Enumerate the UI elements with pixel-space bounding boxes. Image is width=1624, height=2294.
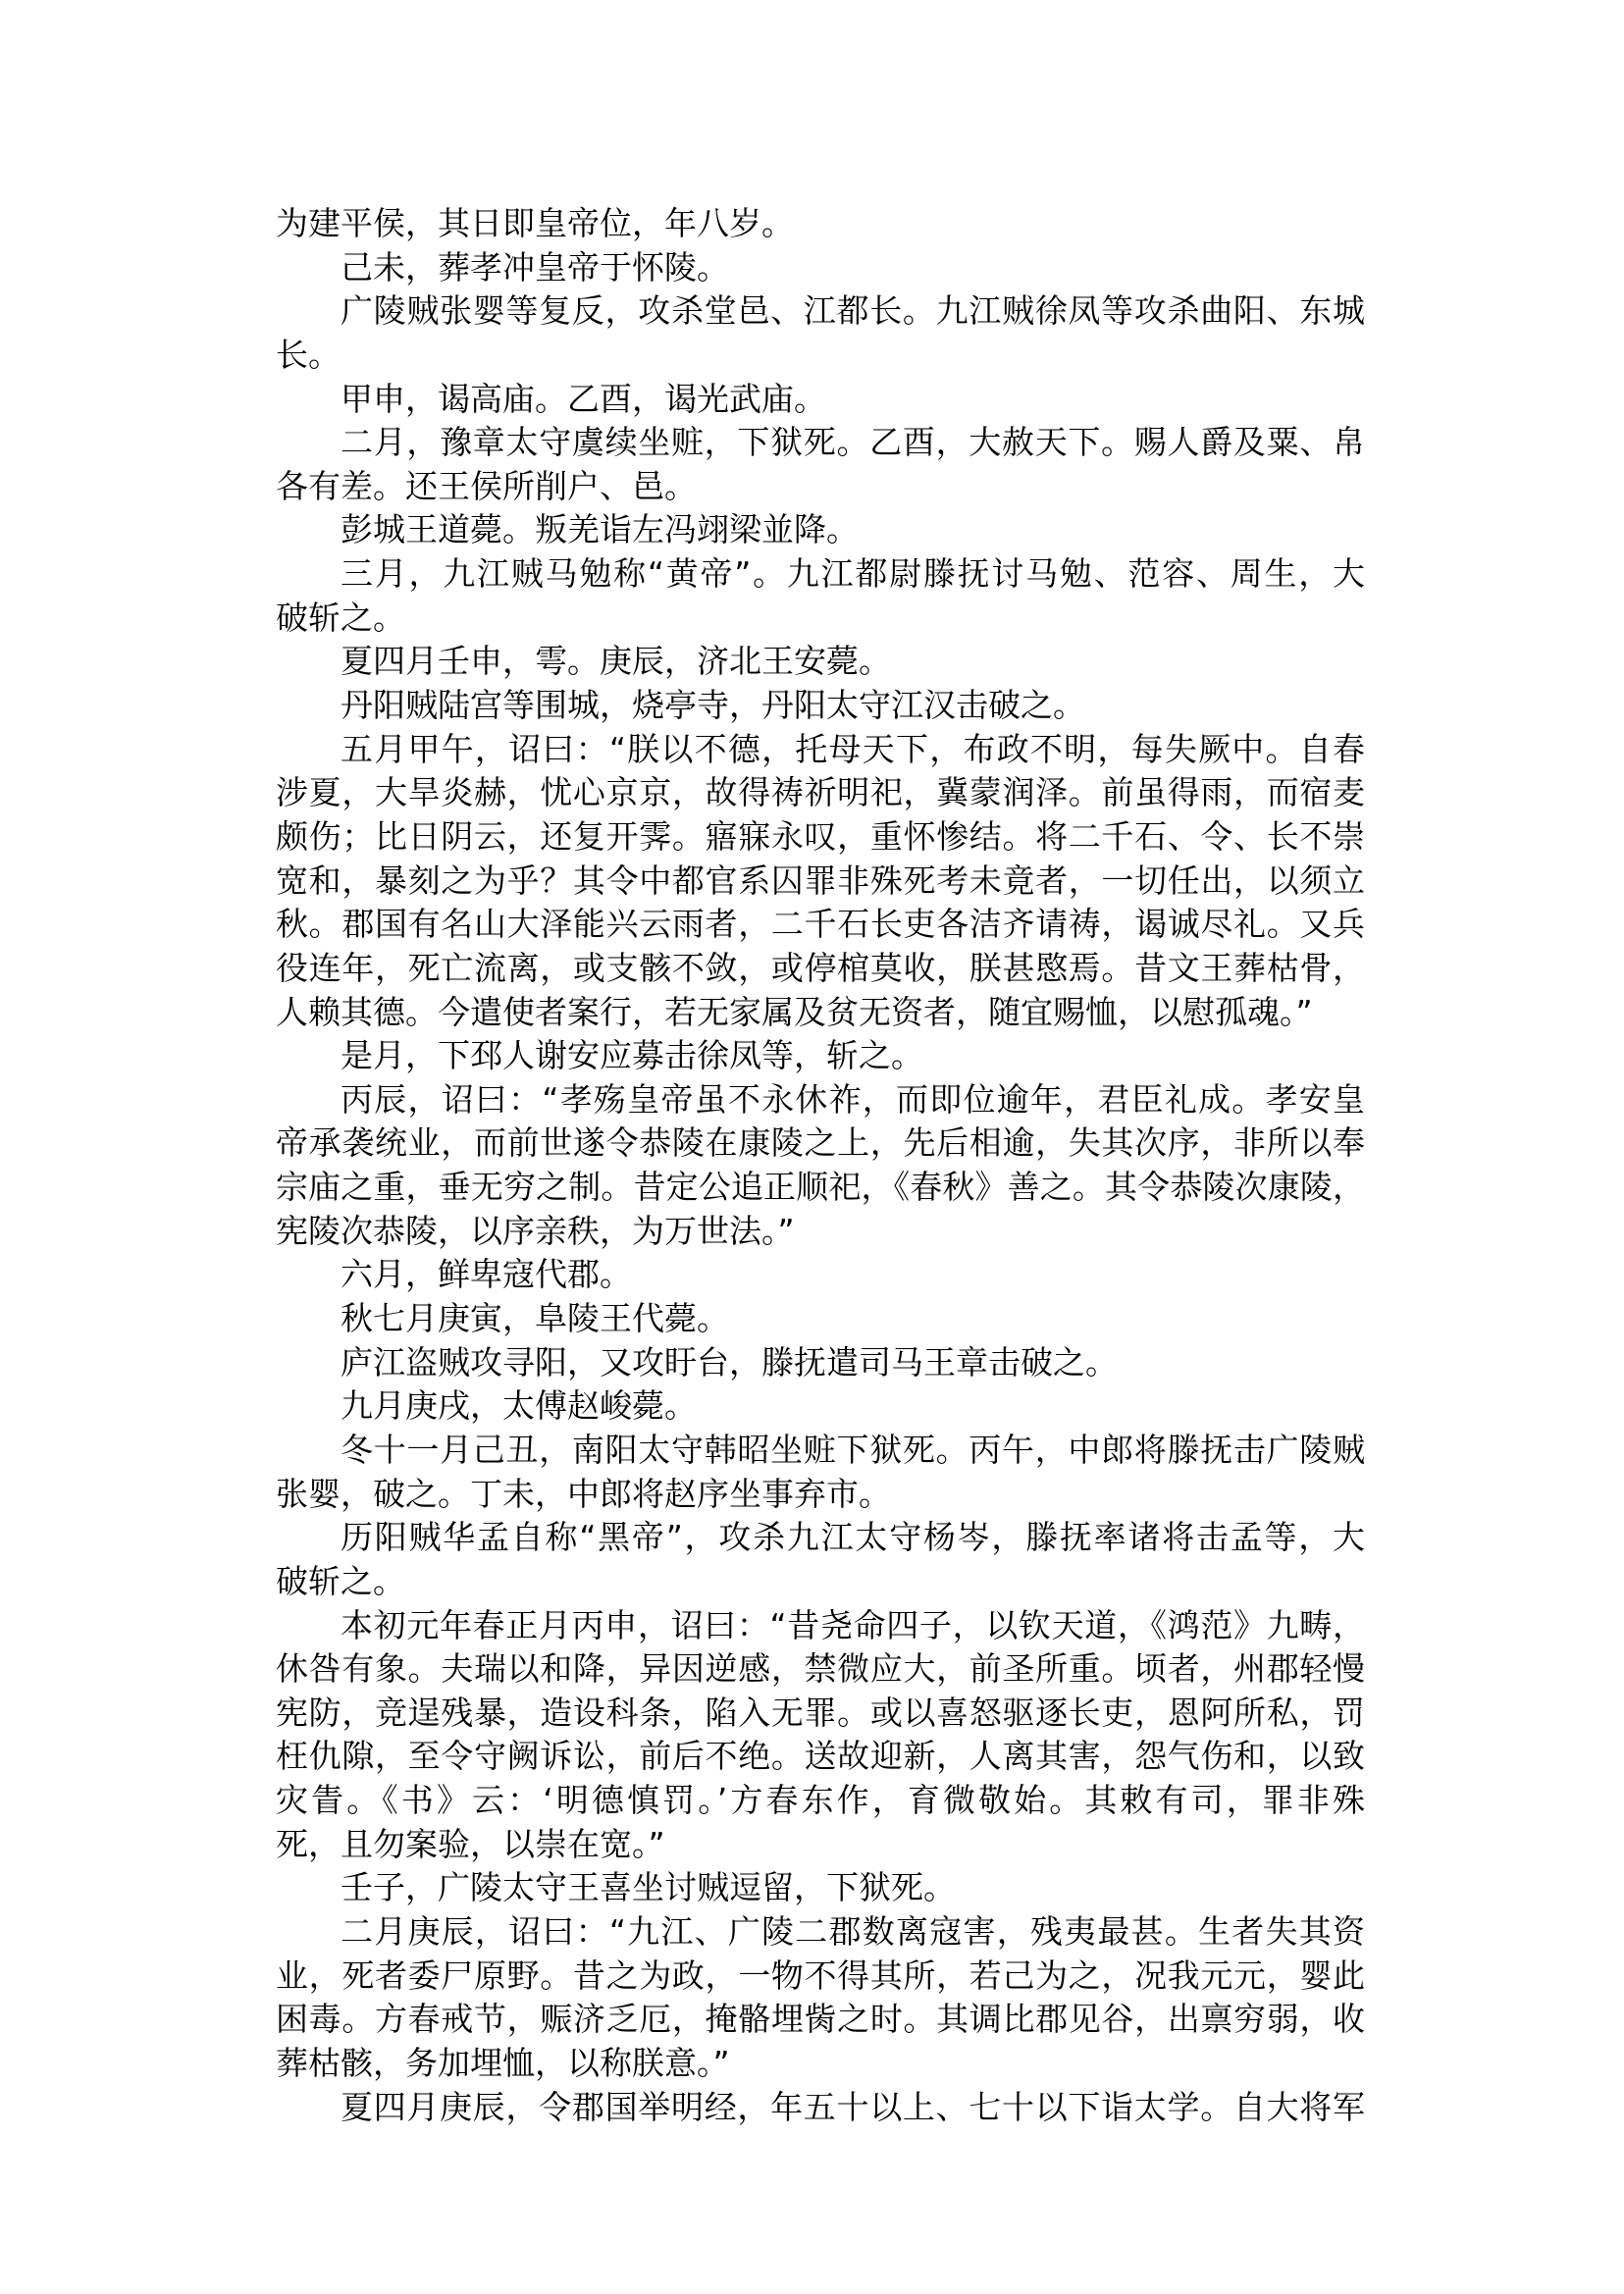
text-line: 壬子，广陵太守王喜坐讨贼逗留，下狱死。	[341, 1868, 956, 1907]
text-line: 历阳贼华孟自称“黑帝”，攻杀九江太守杨岑，滕抚率诸将击孟等，大	[341, 1518, 1365, 1557]
text-line: 丹阳贼陆宫等围城，烧亭寺，丹阳太守江汉击破之。	[341, 686, 1085, 725]
text-line: 宪防，竞逞残暴，造设科条，陷入无罪。或以喜怒驱逐长吏，恩阿所私，罚	[276, 1693, 1365, 1732]
paragraph	[276, 1604, 1365, 1867]
text-line: 庐江盗贼攻寻阳，又攻盱台，滕抚遣司马王章击破之。	[341, 1342, 1118, 1382]
text-line: 灾眚。《书》云：‘明德慎罚。’方春东作，育微敬始。其敕有司，罪非殊	[276, 1781, 1365, 1820]
text-line: 颇伤；比日阴云，还复开霁。寤寐永叹，重怀惨结。将二千石、令、长不崇	[276, 816, 1365, 856]
text-line: 枉仇隙，至令守阙诉讼，前后不绝。送故迎新，人离其害，怨气伤和，以致	[276, 1737, 1365, 1776]
text-line: 葬枯骸，务加埋恤，以称朕意。”	[276, 2043, 730, 2082]
text-line: 张婴，破之。丁未，中郎将赵序坐事弃市。	[276, 1474, 891, 1513]
text-line: 彭城王道薨。叛羌诣左冯翊梁並降。	[341, 510, 859, 549]
text-line: 夏四月壬申，雩。庚辰，济北王安薨。	[341, 642, 891, 681]
paragraph	[276, 1034, 1365, 1078]
text-line: 冬十一月己丑，南阳太守韩昭坐赃下狱死。丙午，中郎将滕抚击广陵贼	[341, 1430, 1365, 1469]
paragraph	[276, 1384, 1365, 1429]
text-line: 甲申，谒高庙。乙酉，谒光武庙。	[341, 379, 826, 418]
paragraph	[276, 640, 1365, 684]
paragraph	[276, 421, 1365, 508]
text-line: 本初元年春正月丙申，诏曰：“昔尧命四子，以钦天道，《鸿范》九畴，	[341, 1605, 1365, 1644]
text-line: 秋。郡国有名山大泽能兴云雨者，二千石长吏各洁齐请祷，谒诚尽礼。又兵	[276, 905, 1365, 944]
text-line: 九月庚戌，太傅赵峻薨。	[341, 1386, 697, 1426]
text-line: 己未，葬孝冲皇帝于怀陵。	[341, 247, 729, 287]
paragraph	[276, 1516, 1365, 1603]
text-line: 帝承袭统业，而前世遂令恭陵在康陵之上，先后相逾，失其次序，非所以奉	[276, 1123, 1365, 1163]
paragraph	[276, 1429, 1365, 1516]
paragraph	[276, 1866, 1365, 1910]
text-line: 涉夏，大旱炎赫，忧心京京，故得祷祈明祀，冀蒙润泽。前虽得雨，而宿麦	[276, 773, 1365, 812]
text-line: 为建平侯，其日即皇帝位，年八岁。	[276, 204, 794, 242]
document-page	[276, 202, 1365, 2129]
text-line: 秋七月庚寅，阜陵王代薨。	[341, 1299, 729, 1338]
text-line: 丙辰，诏曰：“孝殇皇帝虽不永休祚，而即位逾年，君臣礼成。孝安皇	[341, 1079, 1365, 1119]
text-line: 宪陵次恭陵，以序亲秩，为万世法。”	[276, 1211, 795, 1250]
paragraph	[276, 508, 1365, 552]
paragraph	[276, 1297, 1365, 1341]
text-line: 困毒。方春戒节，赈济乏厄，掩骼埋胔之时。其调比郡见谷，出禀穷弱，收	[276, 2000, 1365, 2039]
paragraph	[276, 289, 1365, 377]
paragraph	[276, 1341, 1365, 1385]
text-line: 人赖其德。今遣使者案行，若无家属及贫无资者，随宜赐恤，以慰孤魂。”	[276, 992, 1313, 1031]
text-line: 三月，九江贼马勉称“黄帝”。九江都尉滕抚讨马勉、范容、周生，大	[341, 554, 1365, 594]
text-line: 广陵贼张婴等复反，攻杀堂邑、江都长。九江贼徐凤等攻杀曲阳、东城	[341, 291, 1365, 331]
text-line: 死，且勿案验，以崇在宽。”	[276, 1824, 665, 1863]
paragraph	[276, 2086, 1365, 2130]
paragraph	[276, 684, 1365, 728]
text-line: 是月，下邳人谢安应募击徐凤等，斩之。	[341, 1036, 923, 1075]
text-line: 六月，鲜卑寇代郡。	[341, 1255, 632, 1294]
text-line: 宗庙之重，垂无穷之制。昔定公追正顺祀，《春秋》善之。其令恭陵次康陵，	[276, 1168, 1365, 1207]
paragraph	[276, 246, 1365, 290]
text-line: 破斩之。	[276, 1561, 405, 1600]
text-line: 长。	[276, 335, 341, 374]
text-line: 二月，豫章太守虞续坐赃，下狱死。乙酉，大赦天下。赐人爵及粟、帛	[341, 423, 1365, 462]
paragraph	[276, 552, 1365, 640]
paragraph	[276, 1910, 1365, 2086]
text-line: 业，死者委尸原野。昔之为政，一物不得其所，若己为之，况我元元，婴此	[276, 1955, 1365, 1995]
text-line: 二月庚辰，诏曰：“九江、广陵二郡数离寇害，残夷最甚。生者失其资	[341, 1911, 1365, 1951]
paragraph	[276, 1078, 1365, 1254]
text-line: 五月甲午，诏曰：“朕以不德，托母天下，布政不明，每失厥中。自春	[341, 729, 1365, 768]
paragraph	[276, 1253, 1365, 1297]
text-line: 夏四月庚辰，令郡国举明经，年五十以上、七十以下诣太学。自大将军	[341, 2087, 1365, 2126]
text-line: 役连年，死亡流离，或支骸不敛，或停棺莫收，朕甚愍焉。昔文王葬枯骨，	[276, 948, 1365, 987]
text-line: 宽和，暴刻之为乎？其令中都官系囚罪非殊死考未竟者，一切任出，以须立	[276, 860, 1365, 900]
paragraph	[276, 728, 1365, 1034]
paragraph	[276, 378, 1365, 422]
text-line: 各有差。还王侯所削户、邑。	[276, 466, 697, 505]
text-line: 休咎有象。夫瑞以和降，异因逆感，禁微应大，前圣所重。顷者，州郡轻慢	[276, 1649, 1365, 1689]
text-line: 破斩之。	[276, 598, 405, 637]
paragraph	[276, 202, 1365, 246]
